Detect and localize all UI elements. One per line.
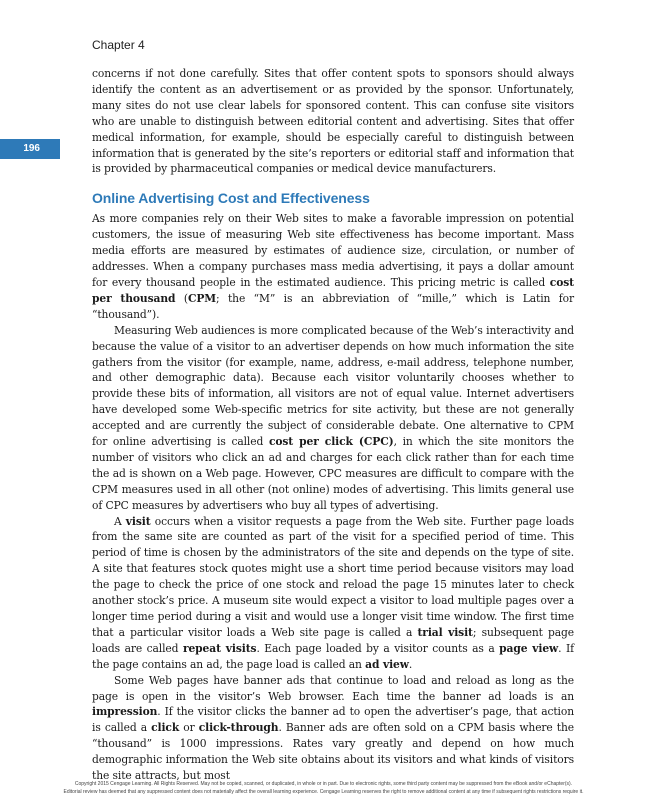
term-cost-per-thousand: cost per thousand xyxy=(92,275,574,305)
term-ad-view: ad view xyxy=(365,657,409,671)
term-page-view: page view xyxy=(499,641,559,655)
paragraph-1 xyxy=(92,211,574,322)
term-visit: visit xyxy=(125,514,151,528)
term-click: click xyxy=(151,721,180,735)
p3-text-e: . If the page contains an ad, the page load is called an xyxy=(92,641,574,671)
page-number-tab: 196 xyxy=(0,139,60,159)
term-impression: impression xyxy=(92,705,158,719)
p4-text-a: Some Web pages have banner ads that continue to load and reload as long as the page is open in the visitor’s Web browser. Each time the banner ad loads is an xyxy=(92,673,574,703)
section-heading: Online Advertising Cost and Effectiveness xyxy=(92,190,370,207)
paragraph-4 xyxy=(92,673,574,784)
p4-text-d: . Banner ads are often sold on a CPM basis where the “thousand” is 1000 impressions. Rates vary greatly and depend on how much demographic information the Web site obtains about its visitors and what kinds of visitors the site attracts, but most xyxy=(92,721,574,783)
chapter-header: Chapter 4 xyxy=(92,38,145,52)
term-cost-per-click: cost per click (CPC) xyxy=(268,435,394,449)
page-body xyxy=(92,66,574,784)
p3-text-a: A xyxy=(114,514,126,528)
p3-text-b: occurs when a visitor requests a page from the Web site. Further page loads from the same site are counted as part of the visit for a specified period of time. This period of time is chosen by the administrators of the site and depends on the type of site. A site that features stock quotes might use a short time period because visitors may load the page to check the price of one stock and reload the page 15 minutes later to check another stock’s price. A museum site would expect a visitor to load multiple pages over a longer time period during a visit and would use a longer visit time window. The first time that a particular visitor loads a Web site page is called a xyxy=(92,514,575,639)
paragraph-3 xyxy=(92,514,574,673)
intro-paragraph: concerns if not done carefully. Sites that offer content spots to sponsors should always identify the content as an advertisement or as provided by the sponsor. Unfortunately, many sites do not use clear labels for sponsored content. This can confuse site visitors who are unable to distinguish between editorial content and advertising. Sites that offer medical information, for example, should be especially careful to distinguish between information that is generated by the site’s reporters or editorial staff and information that is provided by pharmaceutical companies or medical device manufacturers. xyxy=(92,67,574,176)
copyright-line-2: Editorial review has deemed that any suppressed content does not materially affect the overall learning experience. Cengage Learning reserves the right to remove additional content at any time if subsequent rights restrictions require it. xyxy=(63,789,584,795)
term-repeat-visits: repeat visits xyxy=(182,641,257,655)
term-trial-visit: trial visit xyxy=(417,625,473,639)
term-click-through: click-through xyxy=(198,721,279,735)
copyright-line-1: Copyright 2015 Cengage Learning. All Rights Reserved. May not be copied, scanned, or duplicated, in whole or in part. Due to electronic rights, some third party content may be suppressed from the eBook and/or eChapter(s). xyxy=(74,781,573,787)
p3-text-d: . Each page loaded by a visitor counts as a xyxy=(256,641,500,655)
p1-text-a: As more companies rely on their Web sites to make a favorable impression on potential customers, the issue of measuring Web site effectiveness has become important. Mass media efforts are measured by estimates of audience size, circulation, or number of addresses. When a company purchases mass media advertising, it pays a dollar amount for every thousand people in the estimated audience. This pricing metric is called xyxy=(92,212,574,289)
p3-text-c: ; subsequent page loads are called xyxy=(92,625,574,655)
copyright-footer xyxy=(10,780,637,796)
p1-text-c: ; the “M” is an abbreviation of “mille,” which is Latin for “thousand”). xyxy=(92,291,575,321)
p3-text-f: . xyxy=(408,657,413,671)
paragraph-2 xyxy=(92,323,574,514)
p1-text-b: ( xyxy=(175,291,188,305)
p2-text-a: Measuring Web audiences is more complicated because of the Web’s interactivity and because the value of a visitor to an advertiser depends on how much information the site gathers from the visitor (for example, name, address, e-mail address, telephone number, and other demographic data). Because each visitor voluntarily chooses whether to provide these bits of information, all visitors are not of equal value. Internet advertisers have developed some Web-specific metrics for site activity, but these are not generally accepted and are currently the subject of considerable debate. One alternative to CPM for online advertising is called xyxy=(92,323,574,449)
p4-text-b: . If the visitor clicks the banner ad to open the advertiser’s page, that action is called a xyxy=(92,705,574,735)
p4-text-c: or xyxy=(179,721,199,735)
term-cpm: CPM xyxy=(187,291,217,305)
p2-text-b: , in which the site monitors the number of visitors who click an ad and charges for each click rather than for each time the ad is shown on a Web page. However, CPC measures are difficult to compare with the CPM measures used in all other (not online) modes of advertising. This limits general use of CPC measures by advertisers who buy all types of advertising. xyxy=(92,435,575,512)
